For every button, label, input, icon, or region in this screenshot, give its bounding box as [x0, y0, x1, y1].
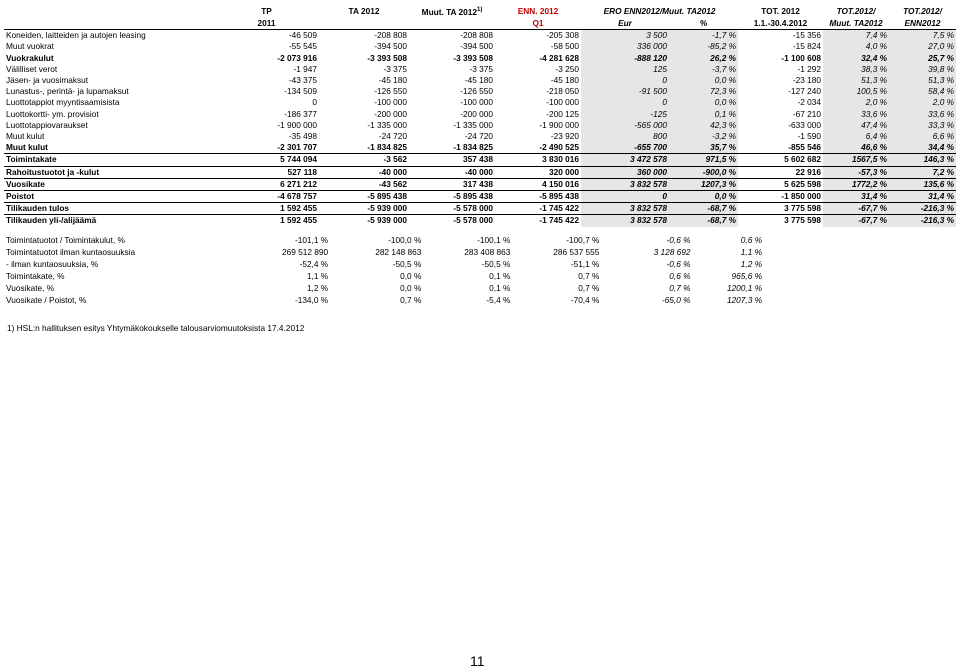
- value-cell: -1 590: [797, 131, 822, 141]
- kpi-row: [4, 294, 764, 306]
- kpi-value: 269 512 890: [282, 247, 329, 257]
- value-cell: 0,1 %: [669, 109, 738, 120]
- kpi-value: 0,0 %: [400, 283, 422, 293]
- kpi-value: -100,1 %: [477, 235, 511, 245]
- value-cell: 51,3 %: [823, 75, 889, 86]
- kpi-value: -134,0 %: [294, 295, 329, 305]
- value-cell: -1 900 000: [277, 119, 317, 130]
- value-cell: -40 000: [319, 166, 409, 178]
- kpi-value: -101,1 %: [294, 235, 329, 245]
- kpi-value: 0,7 %: [669, 283, 691, 293]
- header-cell: [409, 18, 495, 30]
- value-cell: -125: [581, 109, 669, 120]
- header-cell: [4, 5, 214, 18]
- value-cell: 33,6 %: [823, 109, 889, 120]
- value-cell: 32,4 %: [823, 53, 889, 64]
- table-row: [4, 30, 956, 42]
- value-cell: -1 745 422: [495, 215, 581, 227]
- value-cell: 3 472 578: [581, 154, 669, 166]
- value-cell: -67,7 %: [823, 215, 889, 227]
- row-label: Vuokrakulut: [6, 52, 54, 63]
- value-cell: 3 832 578: [581, 178, 669, 190]
- value-cell: 6 271 212: [214, 178, 319, 190]
- value-cell: 7,4 %: [823, 30, 889, 42]
- header-cell: %: [669, 18, 738, 30]
- value-cell: 0: [581, 97, 669, 108]
- value-cell: -2 301 707: [277, 142, 317, 153]
- row-label: Rahoitustuotot ja -kulut: [4, 166, 214, 178]
- value-cell: -1 834 825: [453, 142, 493, 153]
- value-cell: 42,3 %: [669, 120, 738, 131]
- value-cell: 360 000: [581, 166, 669, 178]
- table-row: [4, 75, 956, 86]
- value-cell: -888 120: [581, 53, 669, 64]
- kpi-value: 0,6 %: [669, 271, 691, 281]
- header-cell: TOT.2012/: [836, 5, 876, 16]
- value-cell: 146,3 %: [889, 154, 956, 166]
- table-row: [4, 166, 956, 178]
- kpi-row: [4, 270, 764, 282]
- header-cell: ENN2012: [889, 18, 956, 30]
- value-cell: -1,7 %: [669, 30, 738, 42]
- value-cell: -134 509: [284, 86, 317, 97]
- value-cell: -1 292: [797, 63, 822, 74]
- value-cell: -3 562: [319, 154, 409, 166]
- value-cell: 0: [312, 97, 317, 108]
- kpi-value: 0,1 %: [489, 283, 511, 293]
- table-row: [4, 97, 956, 108]
- value-cell: -1 745 422: [495, 203, 581, 215]
- value-cell: 0,0 %: [669, 191, 738, 203]
- table-row: [4, 191, 956, 203]
- value-cell: -67,7 %: [823, 203, 889, 215]
- kpi-value: 0,7 %: [578, 271, 600, 281]
- value-cell: 100,5 %: [823, 86, 889, 97]
- header-cell: TP: [261, 5, 272, 16]
- value-cell: -5 578 000: [409, 215, 495, 227]
- header-cell: ENN. 2012: [517, 5, 559, 16]
- value-cell: 357 438: [409, 154, 495, 166]
- value-cell: -394 500: [460, 41, 493, 52]
- value-cell: 0,0 %: [669, 97, 738, 108]
- value-cell: -205 308: [546, 30, 579, 41]
- value-cell: 33,6 %: [889, 109, 956, 120]
- value-cell: -100 000: [374, 97, 407, 108]
- header-cell: [409, 5, 495, 18]
- value-cell: 39,8 %: [889, 64, 956, 75]
- row-label: Muut kulut: [6, 131, 45, 141]
- value-cell: -5 578 000: [409, 203, 495, 215]
- kpi-value: -0,6 %: [666, 259, 691, 269]
- kpi-value: 965,6 %: [731, 271, 762, 281]
- value-cell: 38,3 %: [823, 64, 889, 75]
- value-cell: 135,6 %: [889, 178, 956, 190]
- kpi-value: -52,4 %: [299, 259, 329, 269]
- value-cell: -218 050: [546, 86, 579, 97]
- table-row: [4, 41, 956, 52]
- value-cell: -23 180: [792, 74, 822, 85]
- header-row-2: [4, 18, 956, 30]
- value-cell: -394 500: [374, 41, 407, 52]
- value-cell: 3 500: [581, 30, 669, 42]
- kpi-value: 286 537 555: [553, 247, 600, 257]
- row-label: Poistot: [4, 191, 214, 203]
- row-label: Jäsen- ja vuosimaksut: [6, 74, 89, 85]
- value-cell: -2 073 916: [277, 52, 317, 63]
- header-cell: TOT. 2012: [761, 5, 800, 16]
- table-row: [4, 120, 956, 131]
- value-cell: -655 700: [581, 142, 669, 154]
- value-cell: 51,3 %: [889, 75, 956, 86]
- header-cell: [319, 18, 409, 30]
- value-cell: 25,7 %: [889, 53, 956, 64]
- value-cell: 0,0 %: [669, 75, 738, 86]
- row-label: Luottotappiot myyntisaamisista: [6, 97, 120, 108]
- value-cell: -100 000: [460, 97, 493, 108]
- header-row-1: [4, 5, 956, 18]
- kpi-label: Vuosikate, %: [6, 283, 55, 293]
- value-cell: -68,7 %: [669, 203, 738, 215]
- value-cell: -43 562: [319, 178, 409, 190]
- row-label: Muut kulut: [6, 142, 48, 153]
- kpi-label: - ilman kuntaosuuksia, %: [6, 259, 99, 269]
- value-cell: 7,5 %: [889, 30, 956, 42]
- value-cell: -40 000: [409, 166, 495, 178]
- value-cell: 2,0 %: [823, 97, 889, 108]
- kpi-row: [4, 282, 764, 294]
- row-label: Tilikauden tulos: [4, 203, 214, 215]
- value-cell: -1 100 608: [781, 52, 822, 63]
- header-cell: ERO ENN2012/Muut. TA2012: [603, 5, 716, 16]
- value-cell: 336 000: [581, 41, 669, 52]
- value-cell: -3 393 508: [453, 52, 493, 63]
- value-cell: 4,0 %: [823, 41, 889, 52]
- value-cell: 800: [581, 131, 669, 142]
- value-cell: 5 625 598: [738, 178, 823, 190]
- value-cell: 320 000: [495, 166, 581, 178]
- value-cell: -57,3 %: [823, 166, 889, 178]
- value-cell: 3 830 016: [495, 154, 581, 166]
- value-cell: -1 335 000: [367, 119, 407, 130]
- value-cell: -5 895 438: [409, 191, 495, 203]
- value-cell: 0: [581, 75, 669, 86]
- row-label: Koneiden, laitteiden ja autojen leasing: [6, 30, 146, 41]
- row-label: Välilliset verot: [6, 63, 58, 74]
- header-cell: Eur: [581, 18, 669, 30]
- value-cell: 34,4 %: [889, 142, 956, 154]
- row-label: Lunastus-, perintä- ja lupamaksut: [6, 86, 129, 97]
- value-cell: -4 281 628: [539, 52, 579, 63]
- value-cell: -565 000: [581, 120, 669, 131]
- kpi-value: 1207,3 %: [726, 295, 762, 305]
- value-cell: -216,3 %: [889, 203, 956, 215]
- value-cell: 2,0 %: [889, 97, 956, 108]
- kpi-value: -5,4 %: [486, 295, 511, 305]
- value-cell: -5 939 000: [319, 203, 409, 215]
- value-cell: -126 550: [374, 86, 407, 97]
- value-cell: -2 034: [797, 97, 822, 108]
- header-cell: Muut. TA2012: [823, 18, 889, 30]
- value-cell: -208 808: [374, 30, 407, 41]
- value-cell: 5 744 094: [214, 154, 319, 166]
- value-cell: -68,7 %: [669, 215, 738, 227]
- value-cell: -4 678 757: [214, 191, 319, 203]
- value-cell: 3 775 598: [738, 215, 823, 227]
- value-cell: 27,0 %: [889, 41, 956, 52]
- value-cell: 125: [581, 64, 669, 75]
- value-cell: -67 210: [792, 108, 822, 119]
- value-cell: -3 375: [383, 63, 407, 74]
- value-cell: 5 602 682: [738, 154, 823, 166]
- value-cell: -2 490 525: [539, 142, 579, 153]
- kpi-label: Toimintatuotot / Toimintakulut, %: [6, 235, 125, 245]
- value-cell: -1 335 000: [453, 119, 493, 130]
- value-cell: -3,2 %: [669, 131, 738, 142]
- value-cell: 33,3 %: [889, 120, 956, 131]
- kpi-value: 0,7 %: [400, 295, 422, 305]
- value-cell: -58 500: [550, 41, 579, 52]
- value-cell: -3 250: [555, 63, 579, 74]
- table-row: [4, 131, 956, 142]
- value-cell: -45 180: [378, 74, 407, 85]
- table-row: [4, 154, 956, 166]
- value-cell: -91 500: [581, 86, 669, 97]
- value-cell: 971,5 %: [669, 154, 738, 166]
- value-cell: 4 150 016: [495, 178, 581, 190]
- kpi-value: 0,1 %: [489, 271, 511, 281]
- value-cell: -216,3 %: [889, 215, 956, 227]
- table-row: [4, 64, 956, 75]
- value-cell: 317 438: [409, 178, 495, 190]
- value-cell: 31,4 %: [889, 191, 956, 203]
- row-label: Muut vuokrat: [6, 41, 54, 52]
- value-cell: -45 180: [464, 74, 493, 85]
- footnote: 1) HSL:n hallituksen esitys Yhtymäkokoukselle talousarviomuutoksista 17.4.2012: [7, 323, 305, 333]
- kpi-value: 1,1 %: [306, 271, 329, 281]
- kpi-value: -51,1 %: [570, 259, 600, 269]
- row-label: Tilikauden yli-/alijäämä: [4, 215, 214, 227]
- value-cell: 6,6 %: [889, 131, 956, 142]
- kpi-row: [4, 234, 764, 246]
- kpi-value: -0,6 %: [666, 235, 691, 245]
- value-cell: -5 895 438: [495, 191, 581, 203]
- value-cell: -633 000: [788, 119, 822, 130]
- value-cell: 47,4 %: [823, 120, 889, 131]
- kpi-row: [4, 246, 764, 258]
- kpi-value: -100,7 %: [566, 235, 600, 245]
- value-cell: -100 000: [546, 97, 579, 108]
- header-cell: 1.1.-30.4.2012: [738, 18, 823, 30]
- value-cell: -24 720: [378, 131, 407, 141]
- value-cell: -3 393 508: [367, 52, 407, 63]
- value-cell: 46,6 %: [823, 142, 889, 154]
- value-cell: 3 775 598: [738, 203, 823, 215]
- table-row: [4, 215, 956, 227]
- value-cell: 1 592 455: [214, 215, 319, 227]
- value-cell: -186 377: [284, 108, 317, 119]
- kpi-value: -50,5 %: [392, 259, 422, 269]
- row-label: Luottotappiovaraukset: [6, 119, 88, 130]
- kpi-value: -65,0 %: [661, 295, 691, 305]
- value-cell: -1 947: [293, 63, 317, 74]
- header-cell: Q1: [495, 18, 581, 30]
- kpi-value: 3 128 692: [653, 247, 691, 257]
- kpi-label: Toimintatuotot ilman kuntaosuuksia: [6, 247, 136, 257]
- value-cell: 31,4 %: [823, 191, 889, 203]
- value-cell: -3,7 %: [669, 64, 738, 75]
- kpi-value: 283 408 863: [464, 247, 511, 257]
- value-cell: -46 509: [288, 30, 317, 41]
- value-cell: 1207,3 %: [669, 178, 738, 190]
- kpi-row: [4, 258, 764, 270]
- kpi-value: 1200,1 %: [726, 283, 762, 293]
- value-cell: -23 920: [550, 131, 579, 141]
- kpi-value: 1,2 %: [740, 259, 762, 269]
- table-row: [4, 142, 956, 154]
- table-row: [4, 109, 956, 120]
- financial-table: [4, 5, 956, 227]
- kpi-table: [4, 234, 764, 306]
- table-row: [4, 86, 956, 97]
- row-label: Toimintakate: [4, 154, 214, 166]
- value-cell: 1567,5 %: [823, 154, 889, 166]
- page-number: 11: [470, 653, 485, 669]
- row-label: Luottokortti- ym. provisiot: [6, 108, 99, 119]
- table-row: [4, 178, 956, 190]
- value-cell: -200 000: [374, 108, 407, 119]
- value-cell: -43 375: [288, 74, 317, 85]
- kpi-value: 282 148 863: [375, 247, 422, 257]
- value-cell: -5 939 000: [319, 215, 409, 227]
- value-cell: -15 356: [792, 30, 822, 41]
- header-cell: TOT.2012/: [903, 5, 942, 16]
- value-cell: 7,2 %: [889, 166, 956, 178]
- value-cell: -24 720: [464, 131, 493, 141]
- table-row: [4, 203, 956, 215]
- header-cell: TA 2012: [348, 5, 380, 16]
- value-cell: 72,3 %: [669, 86, 738, 97]
- value-cell: -200 125: [546, 108, 579, 119]
- value-cell: -3 375: [469, 63, 493, 74]
- value-cell: 0: [581, 191, 669, 203]
- kpi-value: 0,7 %: [578, 283, 600, 293]
- value-cell: -200 000: [460, 108, 493, 119]
- kpi-label: Vuosikate / Poistot, %: [6, 295, 87, 305]
- value-cell: 58,4 %: [889, 86, 956, 97]
- kpi-value: -50,5 %: [481, 259, 511, 269]
- value-cell: 1 592 455: [214, 203, 319, 215]
- value-cell: -15 824: [792, 41, 822, 52]
- value-cell: -1 834 825: [367, 142, 407, 153]
- value-cell: -855 546: [788, 142, 822, 153]
- header-cell: [4, 18, 214, 30]
- kpi-value: 0,0 %: [400, 271, 422, 281]
- value-cell: -126 550: [460, 86, 493, 97]
- value-cell: 527 118: [214, 166, 319, 178]
- table-row: [4, 53, 956, 64]
- kpi-value: 0,6 %: [740, 235, 762, 245]
- value-cell: 3 832 578: [581, 203, 669, 215]
- value-cell: 3 832 578: [581, 215, 669, 227]
- value-cell: 35,7 %: [669, 142, 738, 154]
- value-cell: -1 900 000: [539, 119, 579, 130]
- value-cell: -55 545: [288, 41, 317, 52]
- header-muut-ta: Muut. TA 2012: [421, 6, 477, 17]
- value-cell: -900,0 %: [669, 166, 738, 178]
- footnote-marker: 1): [476, 7, 483, 13]
- value-cell: 26,2 %: [669, 53, 738, 64]
- kpi-value: 1,1 %: [740, 247, 762, 257]
- row-label: Vuosikate: [4, 178, 214, 190]
- value-cell: -1 850 000: [738, 191, 823, 203]
- value-cell: 1772,2 %: [823, 178, 889, 190]
- header-cell: 2011: [214, 18, 319, 30]
- kpi-value: 1,2 %: [306, 283, 329, 293]
- value-cell: -5 895 438: [319, 191, 409, 203]
- kpi-value: -70,4 %: [570, 295, 600, 305]
- kpi-value: -100,0 %: [388, 235, 422, 245]
- value-cell: -127 240: [788, 86, 822, 97]
- value-cell: -85,2 %: [669, 41, 738, 52]
- value-cell: 6,4 %: [823, 131, 889, 142]
- value-cell: -208 808: [460, 30, 493, 41]
- kpi-label: Toimintakate, %: [6, 271, 65, 281]
- value-cell: -45 180: [550, 74, 579, 85]
- value-cell: -35 498: [288, 131, 317, 141]
- value-cell: 22 916: [738, 166, 823, 178]
